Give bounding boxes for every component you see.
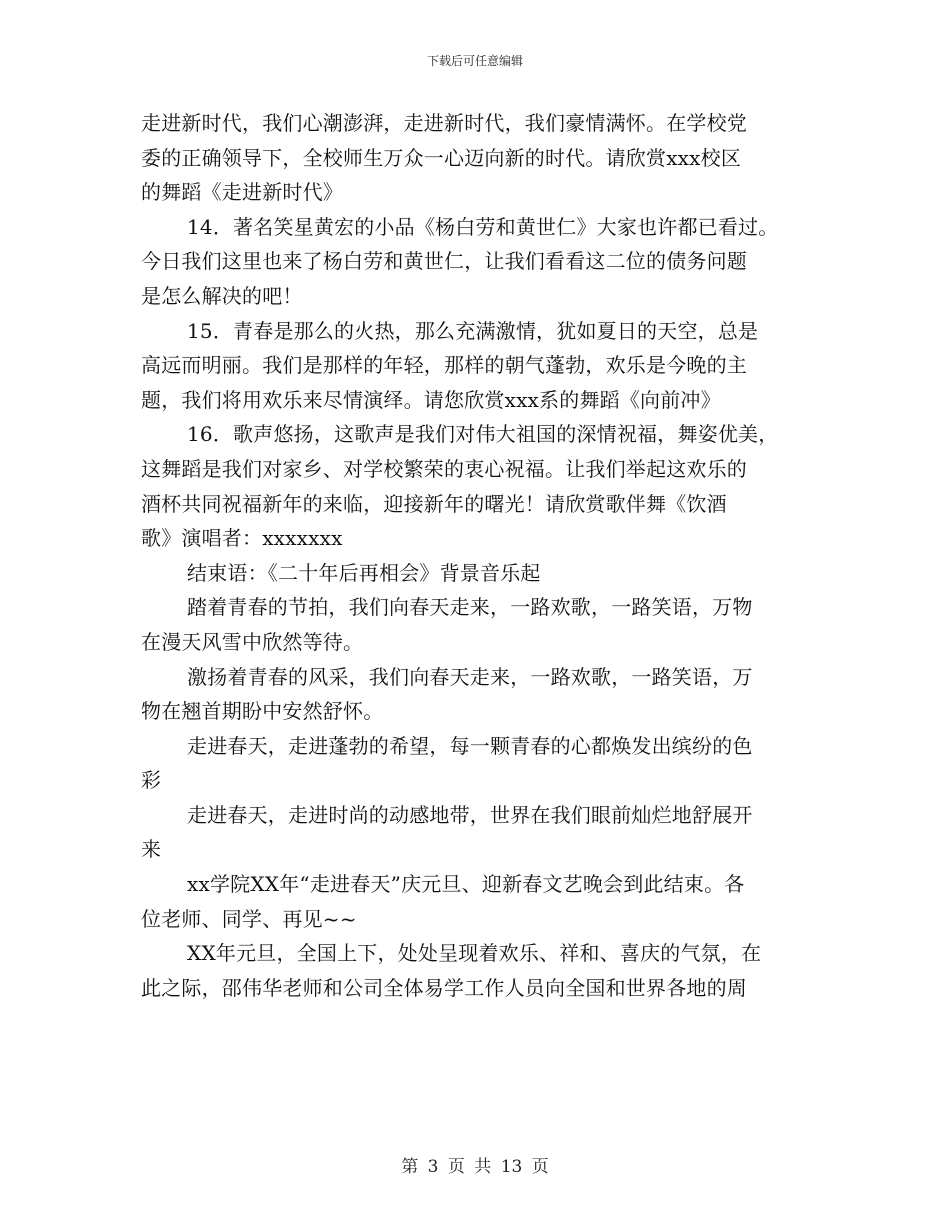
text-line: 在漫天风雪中欣然等待。: [141, 629, 364, 654]
text-line: 这舞蹈是我们对家乡、对学校繁荣的衷心祝福。让我们举起这欢乐的: [141, 456, 747, 481]
paragraph-start-line: 走进春天，走进时尚的动感地带，世界在我们眼前灿烂地舒展开: [187, 802, 753, 827]
text-line: 题，我们将用欢乐来尽情演绎。请您欣赏xxx系的舞蹈《向前冲》: [141, 387, 721, 412]
text-line: 高远而明丽。我们是那样的年轻，那样的朝气蓬勃，欢乐是今晚的主: [141, 353, 747, 378]
paragraph-start-line: 14．著名笑星黄宏的小品《杨白劳和黄世仁》大家也许都已看过。: [187, 214, 779, 239]
document-body: [141, 106, 801, 1005]
text-line: 酒杯共同祝福新年的来临，迎接新年的曙光！请欣赏歌伴舞《饮酒: [141, 491, 727, 516]
text-line: 委的正确领导下，全校师生万众一心迈向新的时代。请欣赏xxx校区: [141, 145, 742, 170]
text-line: 歌》演唱者：xxxxxxx: [141, 526, 343, 551]
paragraph-start-line: 激扬着青春的风采，我们向春天走来，一路欢歌，一路笑语，万: [187, 664, 753, 689]
text-line: 的舞蹈《走进新时代》: [141, 180, 343, 205]
text-line: 今日我们这里也来了杨白劳和黄世仁，让我们看看这二位的债务问题: [141, 249, 747, 274]
paragraph-start-line: 踏着青春的节拍，我们向春天走来，一路欢歌，一路笑语，万物: [187, 595, 753, 620]
text-line: 位老师、同学、再见~~: [141, 906, 357, 931]
text-line: 物在翘首期盼中安然舒怀。: [141, 699, 384, 724]
paragraph-start-line: XX年元旦，全国上下，处处呈现着欢乐、祥和、喜庆的气氛，在: [187, 941, 762, 966]
text-line: 走进新时代，我们心潮澎湃，走进新时代，我们豪情满怀。在学校党: [141, 111, 747, 135]
text-line: 此之际，邵伟华老师和公司全体易学工作人员向全国和世界各地的周: [141, 975, 747, 1000]
page-footer: 第 3 页 共 13 页: [401, 1157, 549, 1177]
text-line: 是怎么解决的吧！: [141, 283, 303, 308]
paragraph-start-line: 结束语：《二十年后再相会》背景音乐起: [187, 560, 541, 585]
paragraph-start-line: xx学院XX年“走进春天”庆元旦、迎新春文艺晚会到此结束。各: [187, 872, 745, 897]
text-line: 来: [141, 837, 162, 862]
page-header: 下载后可任意编辑: [426, 54, 523, 68]
paragraph-start-line: 16．歌声悠扬，这歌声是我们对伟大祖国的深情祝福，舞姿优美，: [187, 422, 779, 447]
paragraph-start-line: 走进春天，走进蓬勃的希望，每一颗青春的心都焕发出缤纷的色: [187, 733, 753, 758]
paragraph-start-line: 15．青春是那么的火热，那么充满激情，犹如夏日的天空，总是: [187, 318, 759, 343]
text-line: 彩: [141, 768, 162, 793]
